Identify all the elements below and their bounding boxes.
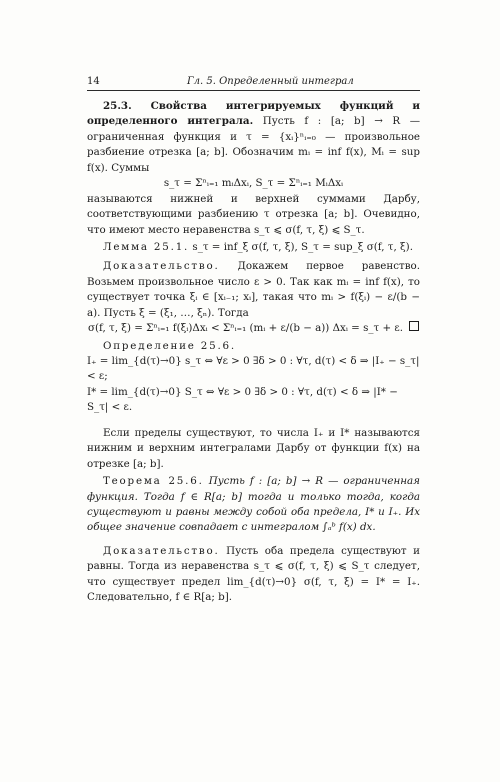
- section-intro: Пусть f : [a; b] → R — ограниченная функция и τ = {xᵢ}ⁿᵢ₌₀ — произвольное разбиение отрезка [a; b]. Обозначим mᵢ = inf f(x), Mᵢ = sup f(x). Суммы: [87, 115, 421, 174]
- proof1-block: [87, 259, 420, 321]
- section-heading: 25.3. Свойства интегрируемых функций и определенного интеграла.: [87, 100, 420, 128]
- lemma-label: Лемма 25.1.: [103, 240, 190, 253]
- qed-square-icon: [409, 321, 419, 331]
- proof2-label: Доказательство.: [103, 544, 220, 557]
- definition-after: Если пределы существуют, то числа I₊ и I* называются нижним и верхним интегралами Дарбу от функции f(x) на отрезке [a; b].: [87, 426, 420, 470]
- proof1-text: Докажем первое равенство. Возьмем произвольное число ε > 0. Так как mᵢ = inf f(x), то существует точка ξᵢ ∈ [xᵢ₋₁; xᵢ], такая что mᵢ > f(ξᵢ) − ε/(b − a). Пусть ξ = (ξ₁, …, ξₙ). Тогда: [87, 260, 420, 319]
- running-title: Гл. 5. Определенный интеграл: [187, 76, 354, 87]
- proof2-block: [87, 544, 420, 606]
- running-header: [87, 76, 420, 91]
- section-paragraph: [87, 99, 420, 176]
- definition-label-text: Определение 25.6.: [103, 339, 236, 352]
- page-body: [87, 99, 420, 606]
- proof1-formula-text: σ(f, τ, ξ) = Σⁿᵢ₌₁ f(ξᵢ)Δxᵢ < Σⁿᵢ₌₁ (mᵢ + ε/(b − a)) Δxᵢ = s_τ + ε.: [88, 322, 403, 335]
- definition-line-2: I* = lim_{d(τ)→0} S_τ ⇔ ∀ε > 0 ∃δ > 0 : ∀τ, d(τ) < δ ⇒ |I* − S_τ| < ε.: [87, 385, 398, 414]
- proof1-formula: [87, 321, 420, 336]
- darboux-sums-text: называются нижней и верхней суммами Дарбу, соответствующими разбиению τ отрезка [a; b]. Очевидно, что имеют место неравенства s_τ ⩽ σ(f, τ, ξ) ⩽ S_τ.: [87, 192, 420, 236]
- lemma-block: [87, 240, 420, 255]
- theorem-label: Теорема 25.6.: [103, 475, 204, 488]
- theorem-block: [87, 474, 420, 536]
- page-number: 14: [87, 76, 100, 87]
- proof2-text: Пусть оба предела существуют и равны. Тогда из неравенства s_τ ⩽ σ(f, τ, ξ) ⩽ S_τ следует, что существует предел lim_{d(τ)→0} σ(f, τ, ξ) = I* = I₊. Следовательно, f ∈ R[a; b].: [87, 544, 420, 604]
- definition-label: [87, 339, 420, 354]
- definition-line-1: I₊ = lim_{d(τ)→0} s_τ ⇔ ∀ε > 0 ∃δ > 0 : ∀τ, d(τ) < δ ⇒ |I₊ − s_τ| < ε;: [87, 355, 420, 383]
- theorem-text: Пусть f : [a; b] → R — ограниченная функция. Тогда f ∈ R[a; b] тогда и только тогда, когда существуют и равны между собой оба предела, I* и I₊. Их общее значение совпадает с интегралом ∫ₐᵇ f(x) dx.: [87, 475, 420, 534]
- darboux-sums-formula: s_τ = Σⁿᵢ₌₁ mᵢΔxᵢ, S_τ = Σⁿᵢ₌₁ MᵢΔxᵢ: [163, 177, 344, 190]
- proof1-label: Доказательство.: [103, 260, 220, 273]
- lemma-text: s_τ = inf_ξ σ(f, τ, ξ), S_τ = sup_ξ σ(f, τ, ξ).: [192, 240, 413, 253]
